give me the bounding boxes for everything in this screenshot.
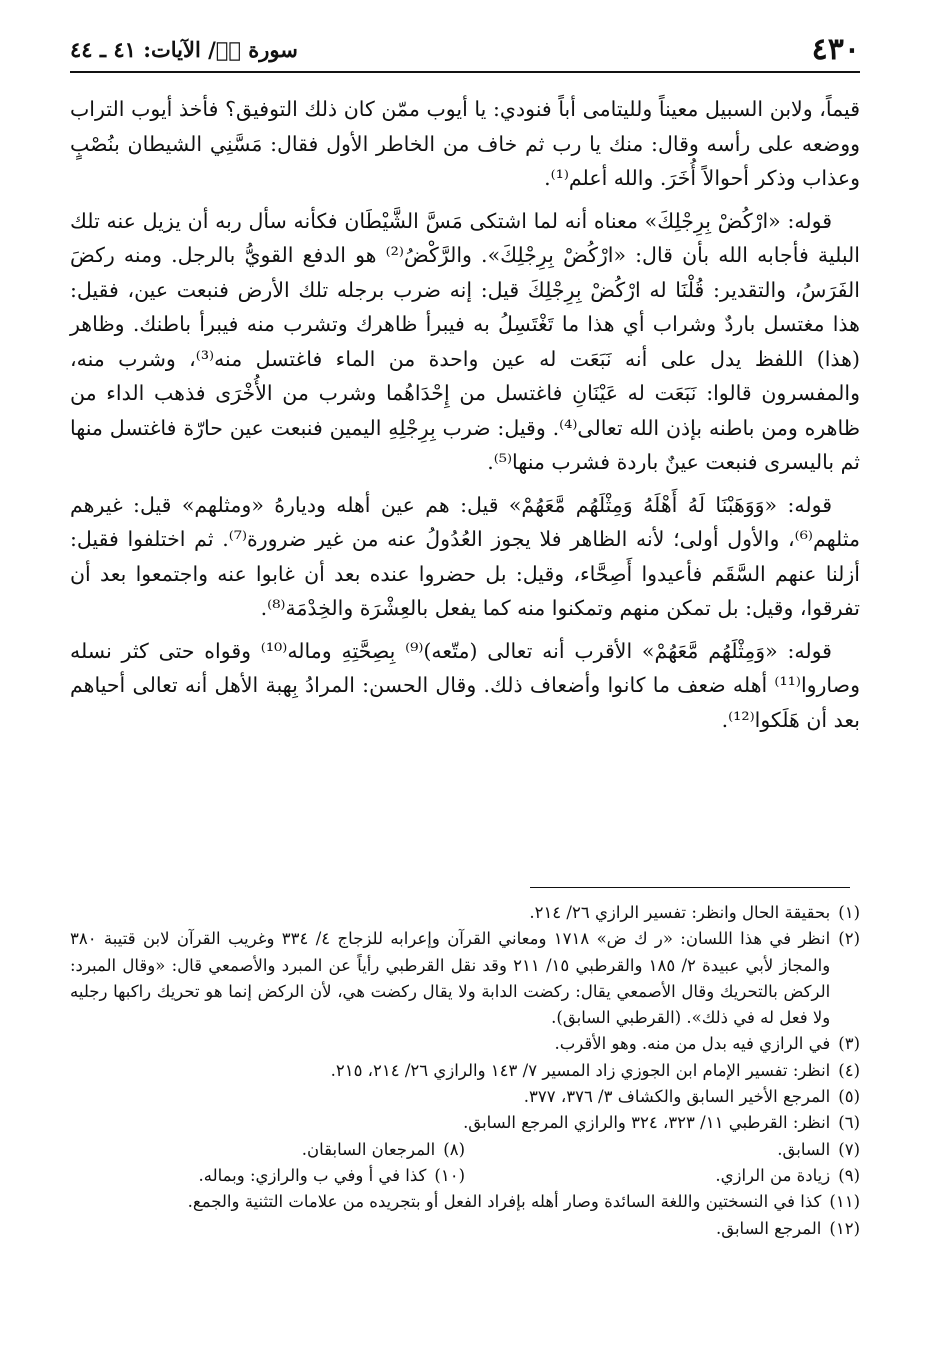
footnote-number: (١) (838, 903, 860, 922)
footnote (70, 1031, 860, 1057)
footnote-number: (٨) (443, 1139, 465, 1159)
footnote-number: (٢) (838, 929, 860, 949)
footnote-number: (٣) (838, 1034, 860, 1054)
footnote-text: المرجع الأخير السابق والكشاف ٣/ ٣٧٦، ٣٧٧. (523, 1087, 831, 1107)
footnote-number: (٦) (838, 1113, 860, 1133)
footnote (70, 1216, 860, 1242)
main-text (70, 92, 860, 745)
footnote-text: بحقيقة الحال وانظر: تفسير الرازي ٢٦/ ٢١٤. (529, 903, 831, 922)
paragraph: قيماً، ولابن السبيل معيناً ولليتامى أباً فنودي: يا أيوب ممّن كان ذلك التوفيق؟ فأخذ أيوب التراب ووضعه على رأسه وقال: منك يا رب ثم خاف من الخاطر الأول فقال: مَسَّنِي الشيطان بنُصْبٍ وعذاب وذكر أحوالاً أُخَرَ. والله أعلم⁽¹⁾. (70, 97, 860, 190)
footnote (70, 1189, 860, 1215)
footnote (70, 1084, 860, 1110)
footnote-number: (١١) (829, 1192, 860, 1212)
footnote-number: (٤) (838, 1060, 860, 1080)
footnote-text: انظر في هذا اللسان: «ر ك ض» ١٧١٨ ومعاني القرآن وإعرابه للزجاج ٤/ ٣٣٤ وغريب القرآن لابن قتيبة ٣٨٠ والمجاز لأبي عبيدة ٢/ ١٨٥ والقرطبي ١٥/ ٢١١ وقد نقل القرطبي رأياً عن المبرد والأصمعي قال: «وقال المبرد: الركض بالتحريك وقال الأصمعي يقال: ركضت الدابة ولا يقال ركضت هي، لأن الركض إنما هو تحريك راكبها رجليه ولا فعل له في ذلك». (القرطبي السابق). (70, 929, 831, 1028)
footnote-text: كذا في النسختين واللغة السائدة وصار أهله بإفراد الفعل أو بتجريده من علامات التثنية والجمع. (187, 1192, 822, 1212)
paragraph: قوله: «وَوَهَبْنَا لَهُ أَهْلَهُ وَمِثْلَهُم مَّعَهُمْ» قيل: هم عين أهله وديارهُ «ومثلهم» قيل: غيرهم مثلهم⁽⁶⁾، والأول أولى؛ لأنه الظاهر فلا يجوز العُدُولُ عنه من غير ضرورة⁽⁷⁾. ثم اختلفوا فقيل: أزلنا عنهم السَّقَم فأعيدوا أَصِحَّاء، وقيل: بل حضروا عنده بعد أن غابوا عنه واجتمعوا بعد أن تفرقوا، وقيل: بل تمكن منهم وتمكنوا منه كما يفعل بالعِشْرَة والخِدْمَة⁽⁸⁾. (70, 492, 860, 620)
header-rule (70, 71, 860, 73)
page-number: ٤٣٠ (811, 31, 860, 67)
footnote-separator (530, 887, 850, 888)
footnote-text: في الرازي فيه بدل من منه. وهو الأقرب. (554, 1034, 831, 1054)
page-header (70, 28, 860, 70)
footnote-number: (٥) (838, 1087, 860, 1107)
footnote (465, 1163, 860, 1189)
footnotes (70, 900, 860, 1242)
footnote (70, 900, 860, 926)
footnote-text: السابق. (777, 1139, 831, 1159)
footnote (70, 1163, 465, 1189)
footnote-text: المرجعان السابقان. (301, 1139, 436, 1159)
footnote (465, 1137, 860, 1163)
footnote-text: كذا في أ وفي ب والرازي: وبماله. (198, 1165, 427, 1185)
footnote-text: انظر: تفسير الإمام ابن الجوزي زاد المسير ٧/ ١٤٣ والرازي ٢٦/ ٢١٤، ٢١٥. (330, 1060, 831, 1080)
footnote-text: المرجع السابق. (715, 1218, 822, 1238)
footnote-pair (70, 1163, 860, 1189)
footnote (70, 1110, 860, 1136)
footnote (70, 926, 860, 1031)
footnote-text: انظر: القرطبي ١١/ ٣٢٣، ٣٢٤ والرازي المرجع السابق. (463, 1113, 831, 1133)
footnote-pair (70, 1137, 860, 1163)
footnote-number: (١٢) (829, 1218, 860, 1238)
paragraph: قوله: «ارْكُضْ بِرِجْلِكَ» معناه أنه لما اشتكى مَسَّ الشَّيْطَان فكأنه سأل ربه أن يزيل عنه تلك البلية فأجابه الله بأن قال: «ارْكُضْ بِرِجْلِكَ». والرَّكْضُ⁽²⁾ هو الدفع القويُّ بالرجل. ومنه ركضَ الفَرَسُ، والتقدير: قُلْنَا له ارْكُضْ بِرِجْلِكَ قيل: إنه ضرب برجله تلك الأرض فنبعت عين، فقيل: هذا مغتسل باردٌ وشراب أي هذا ما تَغْتَسِلُ به فيبرأ ظاهرك وتشرب منه فيبرأ باطنك. وظاهر (هذا) اللفظ يدل على أنه نَبَعَت له عين واحدة من الماء فاغتسل منه⁽³⁾، وشرب منه، والمفسرون قالوا: نَبَعَت له عَيْنَانِ فاغتسل من إِحْدَاهُما وشرب من الأُخْرَى فذهب الداء من ظاهره ومن باطنه بإذن الله تعالى⁽⁴⁾. وقيل: ضرب بِرِجْلِهِ اليمين فنبعت عين حارّة فاغتسل منها ثم باليسرى فنبعت عينٌ باردة فشرب منها⁽⁵⁾. (70, 208, 861, 474)
footnote (70, 1058, 860, 1084)
footnote-number: (٧) (838, 1139, 860, 1159)
paragraph: قوله: «وَمِثْلَهُم مَّعَهُمْ» الأقرب أنه تعالى (متّعه)⁽⁹⁾ بِصِحَّتِهِ وماله⁽¹⁰⁾ وقواه حتى كثر نسله وصاروا⁽¹¹⁾ أهله ضعف ما كانوا وأضعاف ذلك. وقال الحسن: المرادُ بِهبة الأهل أنه تعالى أحياهم بعد أن هَلَكوا⁽¹²⁾. (70, 638, 860, 732)
running-title: سورة صۤ/ الآيات: ٤١ ـ ٤٤ (70, 36, 298, 62)
footnote-number: (١٠) (434, 1165, 465, 1185)
footnote-number: (٩) (838, 1165, 860, 1185)
footnote-text: زيادة من الرازي. (715, 1165, 831, 1185)
footnote (70, 1137, 465, 1163)
